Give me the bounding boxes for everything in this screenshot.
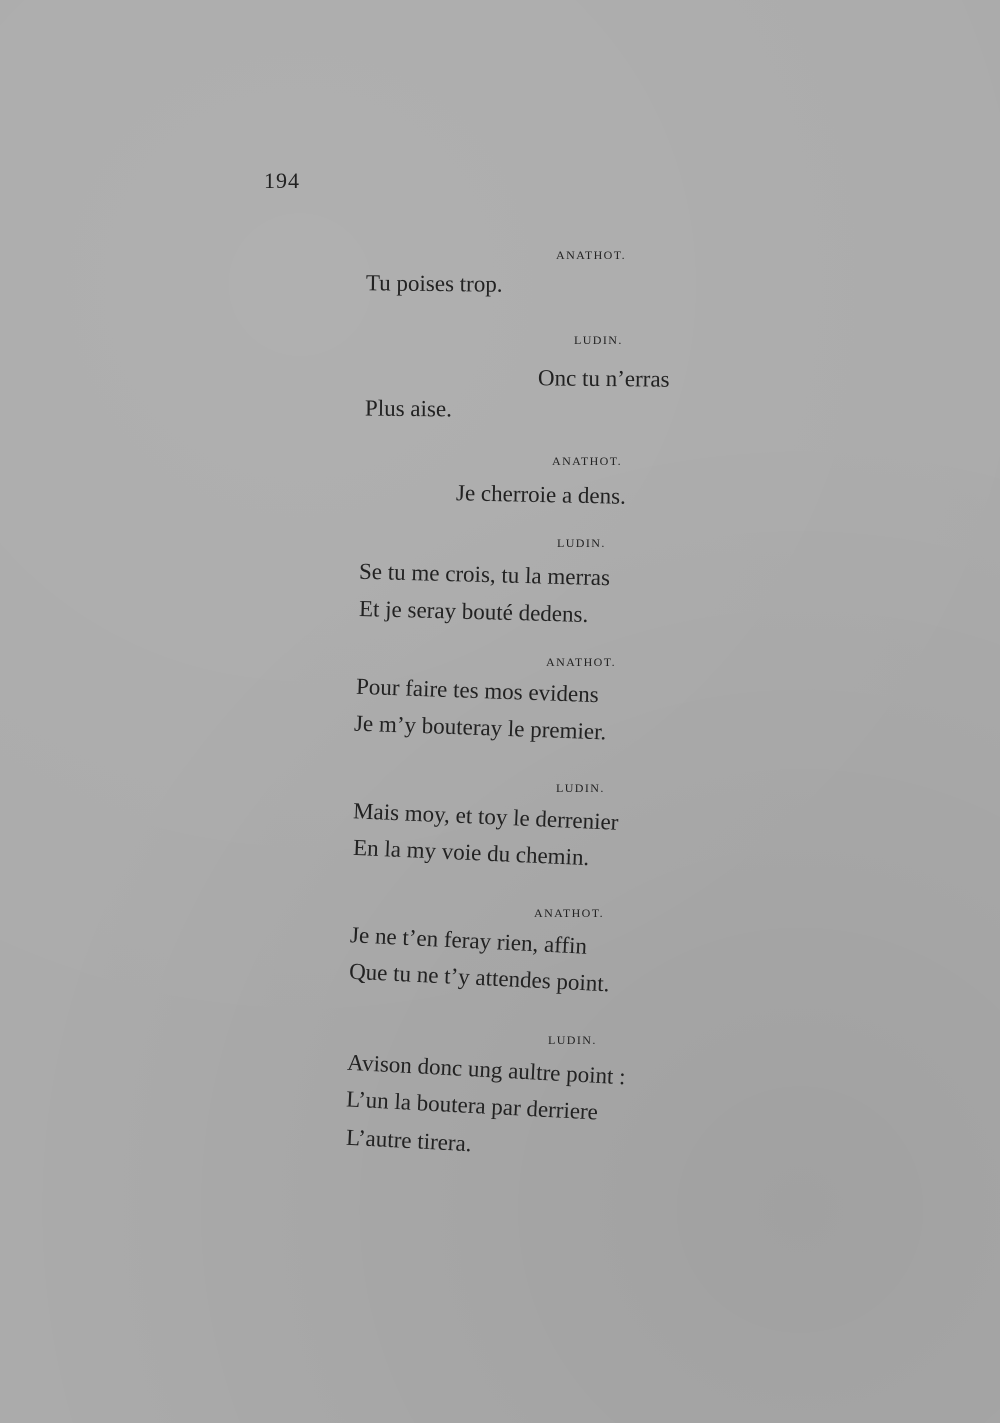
page-number: 194: [264, 168, 300, 193]
verse-line: Plus aise.: [364, 395, 453, 422]
speaker-label: ANATHOT.: [552, 454, 622, 468]
verse-line: Se tu me crois, tu la merras: [358, 558, 611, 591]
verse-line: Je ne t’en feray rien, affin: [349, 922, 588, 959]
speaker-label: ANATHOT.: [546, 655, 616, 669]
verse-line: L’autre tirera.: [345, 1124, 473, 1157]
verse-line: Pour faire tes mos evidens: [355, 673, 600, 708]
speaker-label: LUDIN.: [548, 1033, 597, 1047]
verse-line: En la my voie du chemin.: [352, 834, 590, 871]
verse-line: Je cherroie a dens.: [455, 480, 627, 509]
speaker-label: LUDIN.: [557, 536, 606, 550]
speaker-label: ANATHOT.: [556, 248, 626, 262]
speaker-label: LUDIN.: [574, 333, 623, 347]
verse-line: L’un la boutera par derriere: [345, 1086, 599, 1125]
speaker-label: ANATHOT.: [534, 906, 604, 920]
verse-line: Onc tu n’erras: [537, 365, 670, 392]
verse-line: Je m’y bouteray le premier.: [353, 710, 607, 745]
verse-line: Et je seray bouté dedens.: [358, 596, 589, 627]
speaker-label: LUDIN.: [556, 781, 605, 795]
verse-line: Tu poises trop.: [365, 270, 503, 297]
verse-line: Mais moy, et toy le derrenier: [352, 798, 619, 835]
verse-line: Que tu ne t’y attendes point.: [348, 958, 611, 997]
verse-line: Avison donc ung aultre point :: [346, 1049, 627, 1090]
